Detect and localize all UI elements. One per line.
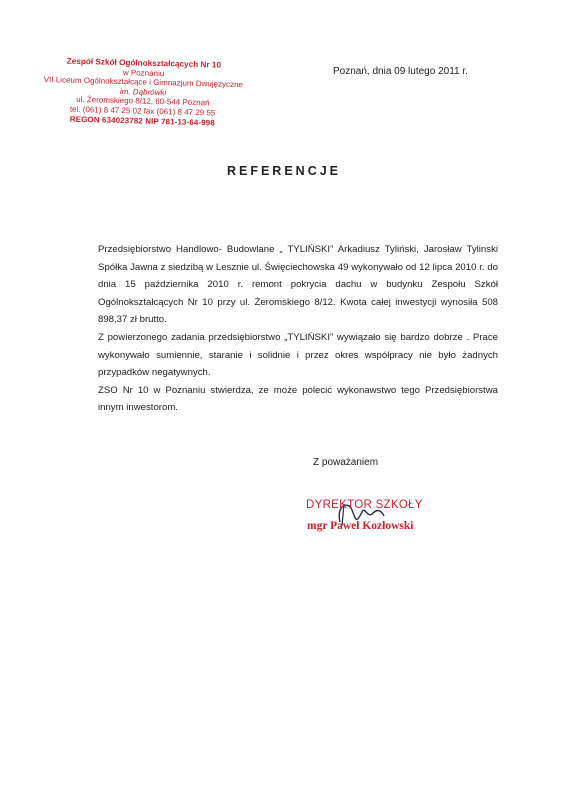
stamp-line-city: w Poznaniu — [122, 67, 165, 78]
letter-date: Poznań, dnia 09 lutego 2011 r. — [333, 66, 468, 77]
signature-stamp-name: mgr Paweł Kozłowski — [307, 520, 414, 532]
stamp-line-patron: im. Dąbrówki — [119, 86, 167, 97]
signature-stamp-title: DYREKTOR SZKOŁY — [306, 499, 423, 511]
body-paragraph-3: ZSO Nr 10 w Poznaniu stwierdza, ze może polecić wykonawstwo tego Przedsiębiorstwa innym inwestorom. — [98, 384, 498, 414]
letter-body — [98, 241, 498, 417]
stamp-line-regon: REGON 634023782 NIP 781-13-64-998 — [69, 114, 215, 128]
body-paragraph-1: Przedsiębiorstwo Handlowo- Budowlane „ TYLIŃSKI” Arkadiusz Tyliński, Jarosław Tylinski Spółka Jawna z siedzibą w Lesznie ul. Święciechowska 49 wykonywało od 12 lipca 2010 r. do dnia 15 października 2010 r. remont pokrycia dachu w budynku Zespołu Szkół Ogólnokształcących Nr 10 przy ul. Żeromskiego 8/12. Kwota całej inwestycji wynosiła 508 898,37 zł brutto. — [98, 244, 498, 326]
letter-title: REFERENCJE — [226, 164, 342, 178]
stamp-line-lyceum: VII Liceum Ogólnokształcące i Gimnazjum Dwujęzyczne — [43, 75, 244, 90]
school-stamp — [42, 56, 244, 128]
stamp-line-school: Zespół Szkół Ogólnokształcących Nr 10 — [66, 56, 222, 70]
stamp-line-phone: tel. (061) 8 47 25 02 fax (061) 8 47 29 55 — [69, 104, 216, 118]
stamp-line-address: ul. Żeromskiego 8/12, 60-544 Poznań — [76, 95, 210, 108]
body-paragraph-2: Z powierzonego zadania przedsiębiorstwo „TYLIŃSKI” wywiązało się bardzo dobrze . Prace wykonywało sumiennie, staranie i solidnie i przez okres współpracy nie było żadnych przypadków negatywnych. — [98, 331, 498, 379]
letter-closing: Z poważaniem — [313, 457, 379, 468]
